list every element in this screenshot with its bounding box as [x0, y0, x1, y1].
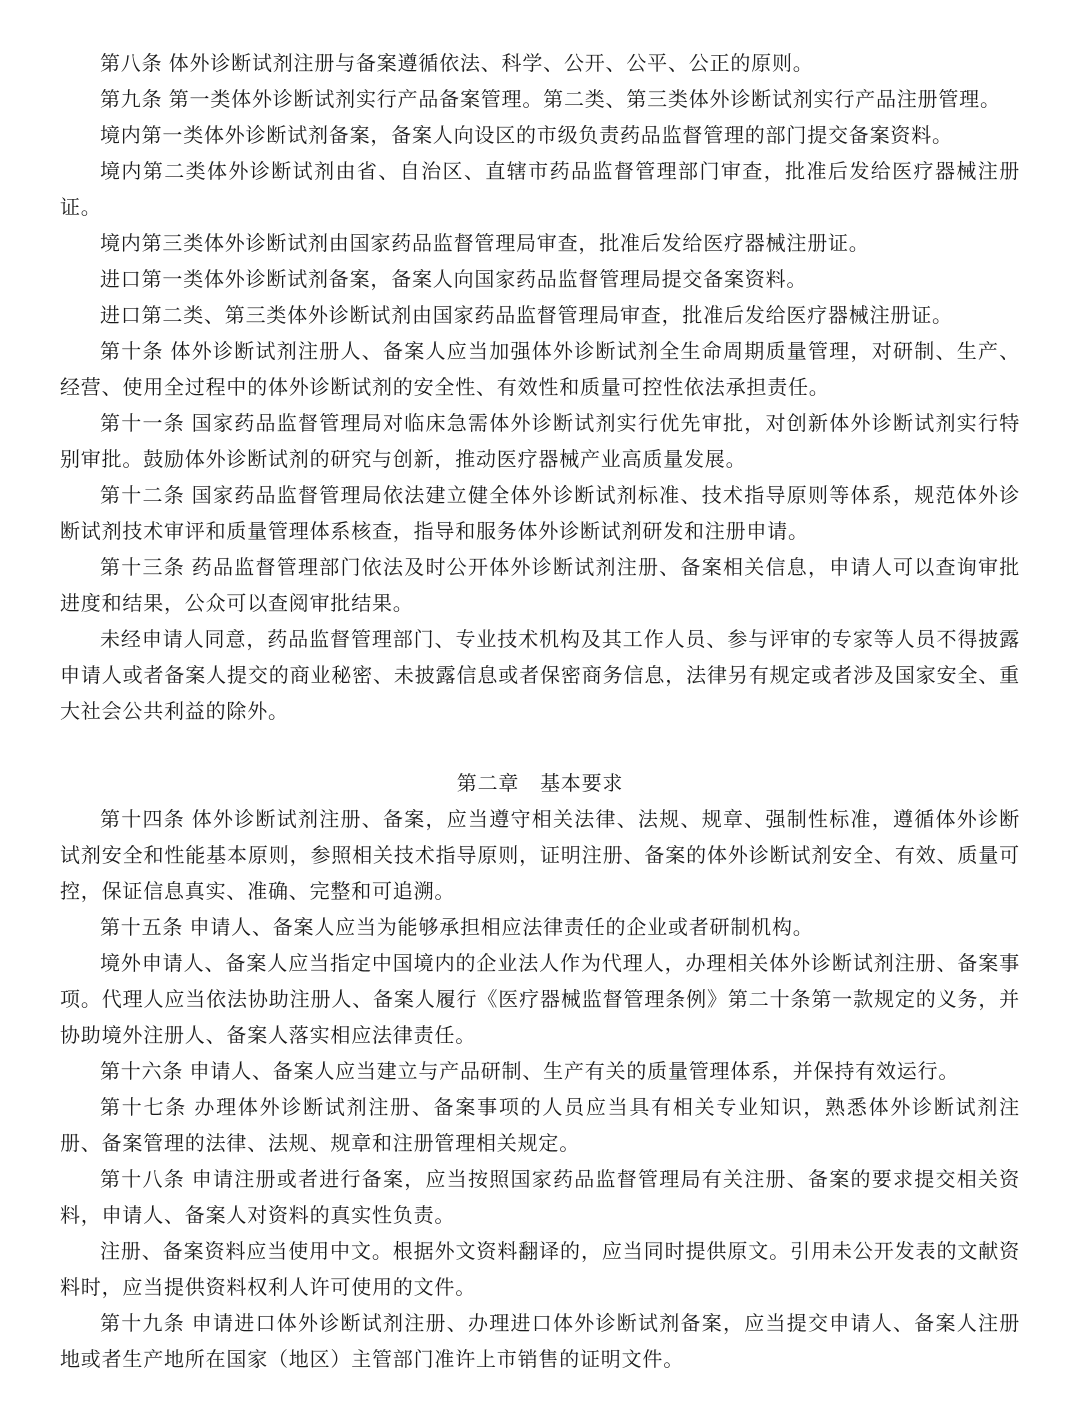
- article-paragraph: 进口第二类、第三类体外诊断试剂由国家药品监督管理局审查，批准后发给医疗器械注册证。: [100, 305, 953, 327]
- article-paragraph: 境内第二类体外诊断试剂由省、自治区、直辖市药品监督管理部门审查，批准后发给医疗器械注册证。: [60, 161, 1020, 219]
- article-paragraph: 境外申请人、备案人应当指定中国境内的企业法人作为代理人，办理相关体外诊断试剂注册、备案事项。代理人应当依法协助注册人、备案人履行《医疗器械监督管理条例》第二十条第一款规定的义务，并协助境外注册人、备案人落实相应法律责任。: [60, 953, 1020, 1047]
- article-paragraph: 第十四条 体外诊断试剂注册、备案，应当遵守相关法律、法规、规章、强制性标准，遵循体外诊断试剂安全和性能基本原则，参照相关技术指导原则，证明注册、备案的体外诊断试剂安全、有效、质量可控，保证信息真实、准确、完整和可追溯。: [60, 809, 1020, 903]
- article-paragraph: 境内第一类体外诊断试剂备案，备案人向设区的市级负责药品监督管理的部门提交备案资料。: [100, 125, 953, 147]
- chapter-heading: 第二章 基本要求: [456, 773, 624, 795]
- article-paragraph: 进口第一类体外诊断试剂备案，备案人向国家药品监督管理局提交备案资料。: [100, 269, 808, 291]
- article-paragraph: 第十八条 申请注册或者进行备案，应当按照国家药品监督管理局有关注册、备案的要求提交相关资料，申请人、备案人对资料的真实性负责。: [60, 1169, 1020, 1227]
- article-paragraph: 注册、备案资料应当使用中文。根据外文资料翻译的，应当同时提供原文。引用未公开发表的文献资料时，应当提供资料权利人许可使用的文件。: [60, 1241, 1020, 1299]
- document-body: [60, 46, 1020, 1378]
- article-paragraph: 第八条 体外诊断试剂注册与备案遵循依法、科学、公开、公平、公正的原则。: [100, 53, 814, 75]
- article-paragraph: 第十五条 申请人、备案人应当为能够承担相应法律责任的企业或者研制机构。: [100, 917, 814, 939]
- article-paragraph: 第十一条 国家药品监督管理局对临床急需体外诊断试剂实行优先审批，对创新体外诊断试剂实行特别审批。鼓励体外诊断试剂的研究与创新，推动医疗器械产业高质量发展。: [60, 413, 1020, 471]
- article-paragraph: 第十三条 药品监督管理部门依法及时公开体外诊断试剂注册、备案相关信息，申请人可以查询审批进度和结果，公众可以查阅审批结果。: [60, 557, 1020, 615]
- article-paragraph: 未经申请人同意，药品监督管理部门、专业技术机构及其工作人员、参与评审的专家等人员不得披露申请人或者备案人提交的商业秘密、未披露信息或者保密商务信息，法律另有规定或者涉及国家安全、重大社会公共利益的除外。: [60, 629, 1020, 723]
- article-paragraph: 第十七条 办理体外诊断试剂注册、备案事项的人员应当具有相关专业知识，熟悉体外诊断试剂注册、备案管理的法律、法规、规章和注册管理相关规定。: [60, 1097, 1020, 1155]
- article-paragraph: 境内第三类体外诊断试剂由国家药品监督管理局审查，批准后发给医疗器械注册证。: [100, 233, 870, 255]
- article-paragraph: 第十条 体外诊断试剂注册人、备案人应当加强体外诊断试剂全生命周期质量管理，对研制、生产、经营、使用全过程中的体外诊断试剂的安全性、有效性和质量可控性依法承担责任。: [60, 341, 1020, 399]
- article-paragraph: 第九条 第一类体外诊断试剂实行产品备案管理。第二类、第三类体外诊断试剂实行产品注册管理。: [100, 89, 1001, 111]
- article-paragraph: 第十六条 申请人、备案人应当建立与产品研制、生产有关的质量管理体系，并保持有效运行。: [100, 1061, 960, 1083]
- article-paragraph: 第十九条 申请进口体外诊断试剂注册、办理进口体外诊断试剂备案，应当提交申请人、备案人注册地或者生产地所在国家（地区）主管部门准许上市销售的证明文件。: [60, 1313, 1020, 1371]
- article-paragraph: 第十二条 国家药品监督管理局依法建立健全体外诊断试剂标准、技术指导原则等体系，规范体外诊断试剂技术审评和质量管理体系核查，指导和服务体外诊断试剂研发和注册申请。: [60, 485, 1020, 543]
